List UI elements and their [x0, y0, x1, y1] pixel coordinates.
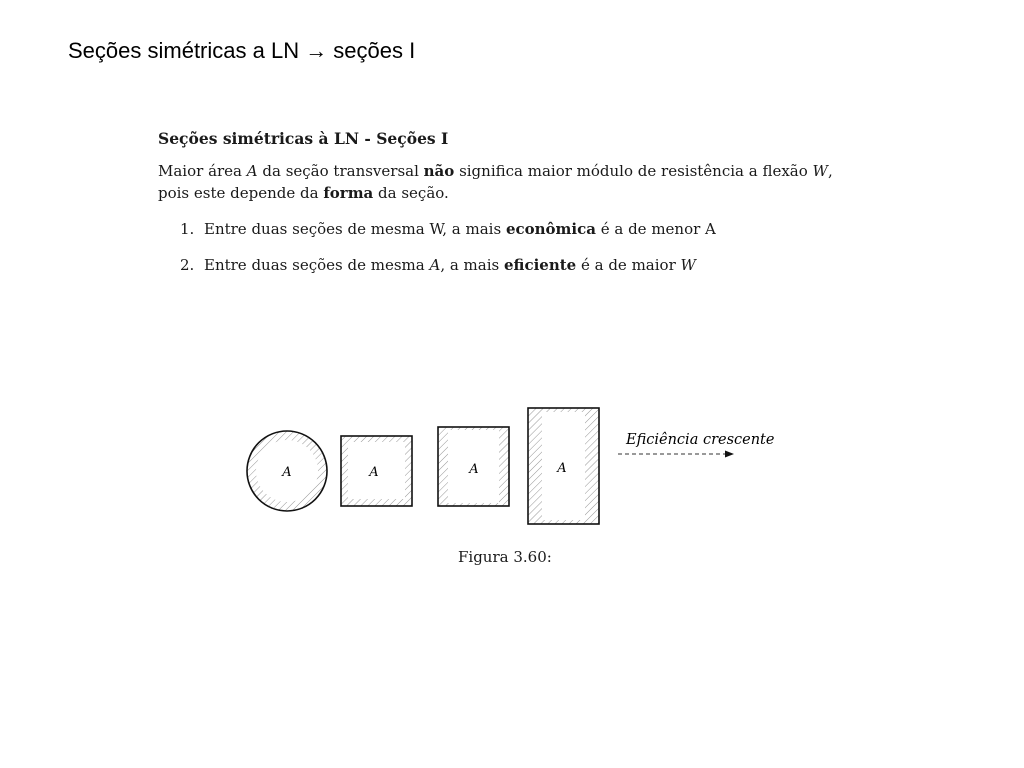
tall-rect-section: [528, 408, 599, 524]
para-text: pois este depende da: [158, 184, 324, 202]
slide-title-text: Seções simétricas a LN → seções I: [68, 38, 416, 63]
list-text: é a de menor A: [595, 220, 716, 238]
figure-caption: Figura 3.60:: [458, 548, 552, 566]
rect-section: [438, 427, 509, 506]
list-bold: eficiente: [504, 256, 577, 274]
list-text: Entre duas seções de mesma W, a mais: [204, 220, 506, 238]
list-number: 1.: [180, 220, 195, 238]
section-shapes-figure: [240, 400, 800, 540]
doc-heading: Seções simétricas à LN - Seções I: [158, 129, 449, 148]
list-text: Entre duas seções de mesma: [204, 256, 430, 274]
var-a: A: [246, 162, 258, 180]
circular-section: [247, 431, 327, 511]
para-text: da seção.: [373, 184, 449, 202]
para-text: significa maior módulo de resistência a flexão: [454, 162, 813, 180]
bold-nao: não: [423, 162, 455, 180]
para-text: ,: [827, 162, 833, 180]
para-text: Maior área: [158, 162, 247, 180]
slide-title: [68, 36, 415, 66]
list-item: [180, 218, 878, 240]
shape-label: A: [469, 462, 479, 477]
doc-list: [158, 218, 878, 276]
square-section: [341, 436, 412, 506]
list-text: , a mais: [440, 256, 504, 274]
arrow-label: Eficiência crescente: [626, 432, 775, 448]
shape-label: A: [282, 465, 292, 480]
list-number: 2.: [180, 256, 195, 274]
efficiency-arrow: [618, 432, 774, 458]
bold-forma: forma: [323, 184, 374, 202]
document-excerpt: [158, 128, 878, 290]
var-w: W: [812, 162, 828, 180]
list-text: é a de maior: [576, 256, 681, 274]
list-var: A: [429, 256, 441, 274]
doc-paragraph: [158, 160, 878, 204]
list-item: [180, 254, 878, 276]
shape-label: A: [369, 465, 379, 480]
list-var: W: [680, 256, 696, 274]
para-text: da seção transversal: [257, 162, 424, 180]
shape-label: A: [557, 461, 567, 476]
list-bold: econômica: [505, 220, 596, 238]
